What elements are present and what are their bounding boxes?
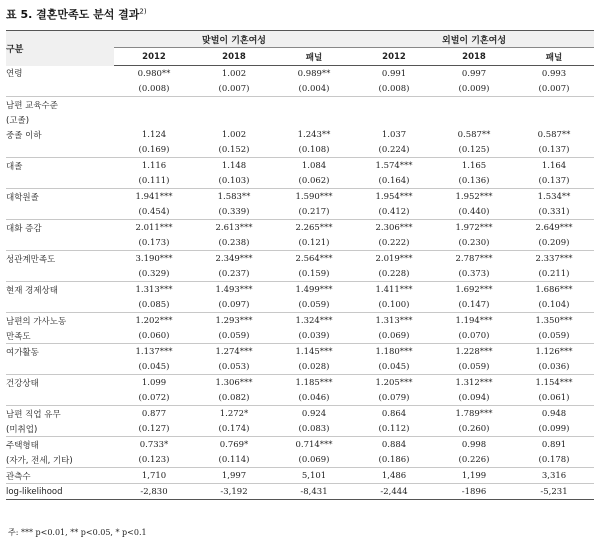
- se-cell: (0.100): [354, 297, 434, 313]
- se-row: [6, 421, 594, 437]
- se-cell: (0.125): [434, 142, 514, 158]
- coef-row: [6, 344, 594, 360]
- header-group-dual-income: 맞벌이 기혼여성: [114, 31, 354, 48]
- coef-cell: 1.306***: [215, 377, 253, 388]
- coef-cell: 2.337***: [535, 253, 573, 264]
- se-cell: (0.121): [274, 235, 354, 251]
- se-row: [6, 390, 594, 406]
- se-cell: (0.238): [194, 235, 274, 251]
- coef-cell: 0.884: [381, 439, 407, 450]
- row-label-continued: [6, 142, 114, 158]
- coef-cell: 2.787***: [455, 253, 493, 264]
- se-row: [6, 452, 594, 468]
- se-cell: (0.147): [434, 297, 514, 313]
- se-cell: (0.104): [514, 297, 594, 313]
- se-row: [6, 297, 594, 313]
- coef-cell: 2.649***: [535, 222, 573, 233]
- se-cell: (0.217): [274, 204, 354, 220]
- se-row: [6, 328, 594, 344]
- coef-cell: 1.202***: [135, 315, 173, 326]
- row-label: 대학원졸: [6, 192, 39, 203]
- coef-cell: 1.293***: [215, 315, 253, 326]
- se-cell: (0.137): [514, 142, 594, 158]
- stat-cell: -3,192: [194, 484, 274, 500]
- header-col: 패널: [514, 48, 594, 66]
- row-label: 성관계만족도: [6, 254, 56, 265]
- se-cell: (0.209): [514, 235, 594, 251]
- coef-row: [6, 437, 594, 453]
- stat-cell: 3,316: [514, 468, 594, 484]
- coef-cell: 0.587**: [537, 129, 571, 140]
- coef-cell: 1.002: [221, 68, 247, 79]
- se-cell: (0.103): [194, 173, 274, 189]
- se-cell: (0.046): [274, 390, 354, 406]
- se-cell: (0.112): [354, 421, 434, 437]
- coef-cell: 1.154***: [535, 377, 573, 388]
- coef-cell: 0.980**: [137, 68, 171, 79]
- row-label: 대화 증감: [6, 223, 42, 234]
- coef-cell: 1.692***: [455, 284, 493, 295]
- coef-cell: 1.789***: [455, 408, 493, 419]
- coef-cell: 0.733*: [139, 439, 169, 450]
- se-row: [6, 235, 594, 251]
- row-label: 현재 경제상태: [6, 285, 58, 296]
- header-row-groups: [6, 31, 594, 48]
- header-col: 2012: [354, 48, 434, 66]
- se-cell: (0.108): [274, 142, 354, 158]
- se-cell: (0.224): [354, 142, 434, 158]
- coef-row: [6, 158, 594, 174]
- coef-cell: 1.411***: [375, 284, 413, 295]
- coef-cell: 2.265***: [295, 222, 333, 233]
- coef-cell: 1.084: [301, 160, 327, 171]
- coef-cell: 1.324***: [295, 315, 333, 326]
- se-cell: (0.329): [114, 266, 194, 282]
- row-label: 남편의 가사노동: [6, 316, 67, 327]
- coef-cell: 2.613***: [215, 222, 253, 233]
- table-title: [6, 6, 147, 22]
- coef-cell: 1.312***: [455, 377, 493, 388]
- stat-cell: -2,830: [114, 484, 194, 500]
- coef-cell: 2.306***: [375, 222, 413, 233]
- table-title-footnote-mark: 2): [139, 7, 147, 16]
- row-label: 남편 직업 유무: [6, 409, 61, 420]
- se-row: [6, 204, 594, 220]
- se-cell: (0.008): [114, 81, 194, 97]
- coef-cell: 1.583**: [217, 191, 251, 202]
- header-col: 패널: [274, 48, 354, 66]
- se-cell: (0.440): [434, 204, 514, 220]
- stat-cell: -2,444: [354, 484, 434, 500]
- stat-row: [6, 468, 594, 484]
- se-cell: (0.079): [354, 390, 434, 406]
- se-cell: (0.186): [354, 452, 434, 468]
- coef-cell: 0.989**: [297, 68, 331, 79]
- se-cell: (0.136): [434, 173, 514, 189]
- se-cell: (0.137): [514, 173, 594, 189]
- se-cell: (0.331): [514, 204, 594, 220]
- se-cell: (0.072): [114, 390, 194, 406]
- se-cell: (0.053): [194, 359, 274, 375]
- se-cell: (0.373): [434, 266, 514, 282]
- se-cell: (0.082): [194, 390, 274, 406]
- se-cell: (0.230): [434, 235, 514, 251]
- se-cell: (0.174): [194, 421, 274, 437]
- coef-cell: 1.313***: [375, 315, 413, 326]
- se-cell: (0.114): [194, 452, 274, 468]
- coef-cell: 1.194***: [455, 315, 493, 326]
- se-cell: (0.127): [114, 421, 194, 437]
- coef-cell: 1.590***: [295, 191, 333, 202]
- header-group-single-income: 외벌이 기혼여성: [354, 31, 594, 48]
- coef-cell: 0.924: [301, 408, 327, 419]
- stat-cell: 5,101: [274, 468, 354, 484]
- se-cell: (0.412): [354, 204, 434, 220]
- coef-cell: 1.126***: [535, 346, 573, 357]
- se-cell: (0.036): [514, 359, 594, 375]
- se-cell: (0.060): [114, 328, 194, 344]
- stat-cell: 1,199: [434, 468, 514, 484]
- coef-row: [6, 127, 594, 142]
- se-cell: (0.007): [514, 81, 594, 97]
- coef-cell: 1.148: [221, 160, 247, 171]
- coef-cell: 1.243**: [297, 129, 331, 140]
- coef-row: [6, 282, 594, 298]
- coef-cell: 0.997: [461, 68, 487, 79]
- coef-cell: 1.165: [461, 160, 487, 171]
- se-cell: (0.173): [114, 235, 194, 251]
- stat-cell: 1,997: [194, 468, 274, 484]
- se-cell: (0.222): [354, 235, 434, 251]
- coef-cell: 2.564***: [295, 253, 333, 264]
- coef-cell: 2.011***: [135, 222, 173, 233]
- se-cell: (0.097): [194, 297, 274, 313]
- se-cell: (0.039): [274, 328, 354, 344]
- coef-cell: 1.272*: [219, 408, 249, 419]
- coef-cell: 0.998: [461, 439, 487, 450]
- coef-cell: 1.534**: [537, 191, 571, 202]
- section-header-row: [6, 97, 594, 113]
- se-row: [6, 142, 594, 158]
- results-table: [6, 30, 594, 500]
- header-col: 2012: [114, 48, 194, 66]
- row-label-continued: 만족도: [6, 328, 114, 344]
- se-cell: (0.069): [274, 452, 354, 468]
- coef-cell: 0.948: [541, 408, 567, 419]
- coef-cell: 3.190***: [135, 253, 173, 264]
- row-label: 중졸 이하: [6, 130, 42, 141]
- se-cell: (0.008): [354, 81, 434, 97]
- coef-cell: 2.349***: [215, 253, 253, 264]
- se-cell: (0.028): [274, 359, 354, 375]
- coef-cell: 1.574***: [375, 160, 413, 171]
- se-cell: (0.211): [514, 266, 594, 282]
- coef-cell: 1.493***: [215, 284, 253, 295]
- coef-row: [6, 313, 594, 329]
- coef-row: [6, 66, 594, 82]
- coef-cell: 1.037: [381, 129, 407, 140]
- stat-cell: -5,231: [514, 484, 594, 500]
- se-cell: (0.059): [274, 297, 354, 313]
- se-cell: (0.169): [114, 142, 194, 158]
- coef-cell: 1.972***: [455, 222, 493, 233]
- coef-cell: 1.686***: [535, 284, 573, 295]
- row-label: 건강상태: [6, 378, 39, 389]
- coef-cell: 1.185***: [295, 377, 333, 388]
- stat-cell: 1,486: [354, 468, 434, 484]
- se-cell: (0.061): [514, 390, 594, 406]
- coef-cell: 0.587**: [457, 129, 491, 140]
- row-label: 여가활동: [6, 347, 39, 358]
- section-header-row-sub: [6, 112, 594, 127]
- stat-row: [6, 484, 594, 500]
- row-label-continued: [6, 390, 114, 406]
- coef-cell: 1.164: [541, 160, 567, 171]
- coef-cell: 1.274***: [215, 346, 253, 357]
- coef-cell: 0.991: [381, 68, 407, 79]
- coef-cell: 0.993: [541, 68, 567, 79]
- se-cell: (0.059): [514, 328, 594, 344]
- coef-cell: 0.877: [141, 408, 167, 419]
- row-label-continued: [6, 359, 114, 375]
- se-cell: (0.237): [194, 266, 274, 282]
- header-label-column: 구분: [6, 31, 114, 66]
- header-col: 2018: [194, 48, 274, 66]
- row-label-continued: [6, 297, 114, 313]
- coef-row: [6, 375, 594, 391]
- coef-cell: 1.137***: [135, 346, 173, 357]
- table-title-text: 표 5. 결혼만족도 분석 결과: [6, 8, 140, 21]
- coef-cell: 0.864: [381, 408, 407, 419]
- se-cell: (0.260): [434, 421, 514, 437]
- se-cell: (0.059): [194, 328, 274, 344]
- stat-cell: 1,710: [114, 468, 194, 484]
- se-cell: (0.159): [274, 266, 354, 282]
- se-cell: (0.454): [114, 204, 194, 220]
- se-cell: (0.007): [194, 81, 274, 97]
- row-label: 연령: [6, 69, 23, 80]
- se-cell: (0.339): [194, 204, 274, 220]
- se-row: [6, 359, 594, 375]
- header-col: 2018: [434, 48, 514, 66]
- reference-category-label: (고졸): [6, 115, 30, 126]
- se-cell: (0.152): [194, 142, 274, 158]
- stat-cell: -1896: [434, 484, 514, 500]
- se-row: [6, 266, 594, 282]
- se-cell: (0.045): [114, 359, 194, 375]
- row-label-continued: (자가, 전세, 기타): [6, 452, 114, 468]
- se-row: [6, 173, 594, 189]
- se-cell: (0.099): [514, 421, 594, 437]
- row-label-continued: [6, 266, 114, 282]
- se-cell: (0.009): [434, 81, 514, 97]
- coef-cell: 1.099: [141, 377, 167, 388]
- se-cell: (0.085): [114, 297, 194, 313]
- coef-cell: 0.714***: [295, 439, 333, 450]
- coef-cell: 1.954***: [375, 191, 413, 202]
- coef-cell: 1.313***: [135, 284, 173, 295]
- coef-row: [6, 189, 594, 205]
- se-cell: (0.178): [514, 452, 594, 468]
- coef-cell: 1.350***: [535, 315, 573, 326]
- row-label: 주택형태: [6, 440, 39, 451]
- coef-cell: 0.891: [541, 439, 567, 450]
- coef-cell: 1.180***: [375, 346, 413, 357]
- section-header-label: 남편 교육수준: [6, 100, 58, 111]
- se-cell: (0.111): [114, 173, 194, 189]
- coef-cell: 1.499***: [295, 284, 333, 295]
- table-body: [6, 66, 594, 500]
- row-label-continued: [6, 81, 114, 97]
- coef-cell: 1.124: [141, 129, 167, 140]
- coef-cell: 1.952***: [455, 191, 493, 202]
- se-cell: (0.164): [354, 173, 434, 189]
- se-cell: (0.004): [274, 81, 354, 97]
- se-cell: (0.070): [434, 328, 514, 344]
- coef-cell: 2.019***: [375, 253, 413, 264]
- se-cell: (0.226): [434, 452, 514, 468]
- coef-cell: 1.205***: [375, 377, 413, 388]
- row-label-continued: [6, 235, 114, 251]
- coef-cell: 0.769*: [219, 439, 249, 450]
- se-cell: (0.059): [434, 359, 514, 375]
- coef-row: [6, 251, 594, 267]
- se-cell: (0.094): [434, 390, 514, 406]
- se-cell: (0.083): [274, 421, 354, 437]
- stat-cell: -8,431: [274, 484, 354, 500]
- row-label: 대졸: [6, 161, 23, 172]
- coef-cell: 1.941***: [135, 191, 173, 202]
- se-cell: (0.062): [274, 173, 354, 189]
- se-cell: (0.069): [354, 328, 434, 344]
- row-label-continued: [6, 173, 114, 189]
- coef-cell: 1.002: [221, 129, 247, 140]
- coef-row: [6, 220, 594, 236]
- row-label: 관측수: [6, 468, 114, 484]
- coef-row: [6, 406, 594, 422]
- se-cell: (0.123): [114, 452, 194, 468]
- coef-cell: 1.116: [141, 160, 167, 171]
- coef-cell: 1.228***: [455, 346, 493, 357]
- significance-note: 주: *** p<0.01, ** p<0.05, * p<0.1: [8, 528, 147, 537]
- row-label-continued: (미취업): [6, 421, 114, 437]
- se-cell: (0.045): [354, 359, 434, 375]
- row-label-continued: [6, 204, 114, 220]
- se-row: [6, 81, 594, 97]
- row-label: log-likelihood: [6, 484, 114, 500]
- se-cell: (0.228): [354, 266, 434, 282]
- coef-cell: 1.145***: [295, 346, 333, 357]
